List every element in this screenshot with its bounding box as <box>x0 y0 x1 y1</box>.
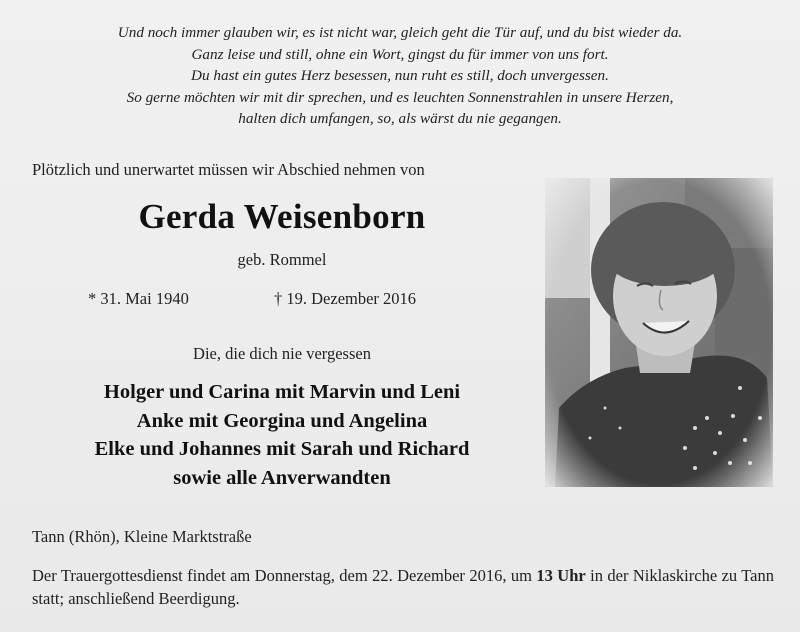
location-address: Tann (Rhön), Kleine Marktstraße <box>32 527 252 546</box>
mourners-intro: Die, die dich nie vergessen <box>193 344 371 363</box>
memorial-poem <box>20 22 780 130</box>
service-text-after: in der Niklaskirche zu Tann statt; anschließend Beerdigung. <box>32 566 775 608</box>
birth-date: * 31. Mai 1940 <box>88 289 189 308</box>
service-time: 13 Uhr <box>536 566 586 585</box>
deceased-name: Gerda Weisenborn <box>138 197 426 236</box>
mourner-line: Anke mit Georgina und Angelina <box>136 409 428 432</box>
mourner-line: sowie alle Anverwandten <box>173 467 391 490</box>
death-date: † 19. Dezember 2016 <box>274 289 417 308</box>
poem-line: Du hast ein gutes Herz besessen, nun ruht es still, doch unvergessen. <box>191 67 609 84</box>
mourner-line: Elke und Johannes mit Sarah und Richard <box>94 438 470 461</box>
portrait-photo <box>545 178 773 487</box>
announcement-intro: Plötzlich und unerwartet müssen wir Abschied nehmen von <box>32 160 425 179</box>
maiden-name: geb. Rommel <box>237 250 327 269</box>
poem-line: Ganz leise und still, ohne ein Wort, gingst du für immer von uns fort. <box>191 45 609 63</box>
mourner-line: Holger und Carina mit Marvin und Leni <box>103 381 461 403</box>
mourners-list <box>32 378 532 493</box>
poem-line: Und noch immer glauben wir, es ist nicht war, gleich geht die Tür auf, und du bist wieder da. <box>117 24 683 41</box>
funeral-service-info <box>32 564 774 610</box>
service-text-before: Der Trauergottesdienst findet am Donnerstag, dem 22. Dezember 2016, um <box>32 566 537 585</box>
poem-line: So gerne möchten wir mit dir sprechen, und es leuchten Sonnenstrahlen in unsere Herzen, <box>126 88 674 106</box>
poem-line: halten dich umfangen, so, als wärst du nie gegangen. <box>238 110 562 127</box>
